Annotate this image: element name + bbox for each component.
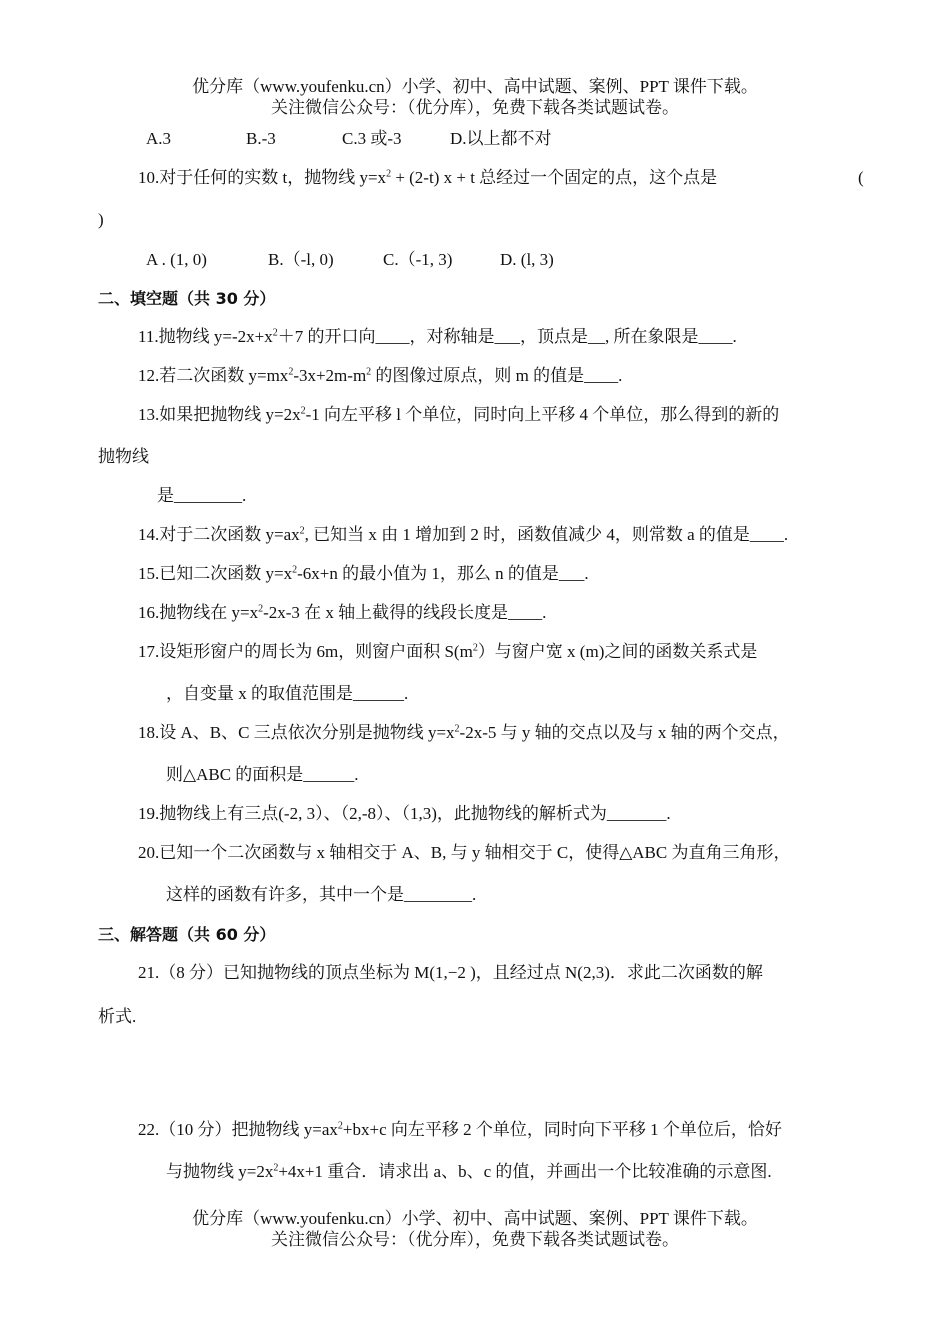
q21-line-1: 21.（8 分）已知抛物线的顶点坐标为 M(1,−2 )，且经过点 N(2,3)．求此二次函数的解	[138, 963, 763, 982]
q10-option-d: D. (l, 3)	[500, 250, 554, 269]
q13-line-2: 抛物线	[98, 447, 149, 466]
q9-option-c: C.3 或-3	[342, 129, 402, 148]
header-line-2: 关注微信公众号：（优分库），免费下载各类试题试卷。	[271, 98, 679, 117]
header-line-1: 优分库（www.youfenku.cn）小学、初中、高中试题、案例、PPT 课件下载。	[192, 77, 758, 96]
q18-line-2: 则△ABC 的面积是______.	[166, 765, 359, 784]
q14: 14.对于二次函数 $y=ax^2$, 已知当 x 由 1 增加到 2 时，函数值减少 4，则常数 a 的值是____.	[138, 525, 789, 544]
q10-option-a: A . (1, 0)	[146, 250, 207, 269]
q10-option-c: C.（-1, 3)	[383, 250, 453, 269]
q19: 19.抛物线上有三点(-2, 3）、（2,-8）、（1,3)，此抛物线的解析式为_______.	[138, 804, 671, 823]
q12: 12.若二次函数 $y=mx^2-3x+2m-m^2$ 的图像过原点，则 m 的值是____.	[138, 366, 623, 385]
q9-option-d: D.以上都不对	[450, 129, 552, 148]
footer-line-1: 优分库（www.youfenku.cn）小学、初中、高中试题、案例、PPT 课件下载。	[192, 1209, 758, 1228]
section-2-title: 二、填空题（共 30 分）	[98, 289, 276, 308]
q10-paren-close: )	[98, 210, 104, 229]
q10-text: 10.对于任何的实数 t，抛物线 $y=x^2 + (2-t) x + t$ 总经过一个固定的点，这个点是	[138, 168, 718, 187]
q11: 11.抛物线 $y=-2x+x^2+7$ 的开口向____，对称轴是___，顶点是__, 所在象限是____.	[138, 327, 737, 346]
q15: 15.已知二次函数 $y=x^2-6x+n$ 的最小值为 1，那么 n 的值是___.	[138, 564, 589, 583]
q18-line-1: 18.设 A、B、C 三点依次分别是抛物线 $y=x^2-2x-5$ 与 y 轴的交点以及与 x 轴的两个交点，	[138, 723, 790, 742]
section-3-title: 三、解答题（共 60 分）	[98, 925, 276, 944]
q13-line-3: 是________.	[157, 486, 247, 505]
q17-line-1: 17.设矩形窗户的周长为 6m，则窗户面积 $S(m^2)$与窗户宽 x (m)之间的函数关系式是	[138, 642, 758, 661]
q21-line-2: 析式.	[98, 1007, 137, 1026]
q22-line-2: 与抛物线 $y=2x^2+4x+1$ 重合．请求出 a、b、c 的值，并画出一个比较准确的示意图.	[166, 1162, 772, 1181]
q20-line-1: 20.已知一个二次函数与 x 轴相交于 A、B, 与 y 轴相交于 C，使得△ABC 为直角三角形，	[138, 843, 791, 862]
q16: 16.抛物线在 $y=x^2-2x-3$ 在 x 轴上截得的线段长度是____.	[138, 603, 547, 622]
q20-line-2: 这样的函数有许多，其中一个是________.	[166, 885, 477, 904]
footer-line-2: 关注微信公众号：（优分库），免费下载各类试题试卷。	[271, 1230, 679, 1249]
q9-option-b: B.-3	[246, 129, 276, 148]
q9-option-a: A.3	[146, 129, 172, 148]
q13-line-1: 13.如果把抛物线 $y=2x^2-1$ 向左平移 l 个单位，同时向上平移 4 个单位，那么得到的新的	[138, 405, 780, 424]
q10-option-b: B.（-l, 0)	[268, 250, 334, 269]
q22-line-1: 22.（10 分）把抛物线 $y=ax^2+bx+c$ 向左平移 2 个单位，同时向下平移 1 个单位后，恰好	[138, 1120, 782, 1139]
q10-paren-open: (	[858, 168, 864, 187]
q17-line-2: ，自变量 x 的取值范围是______.	[166, 684, 409, 703]
